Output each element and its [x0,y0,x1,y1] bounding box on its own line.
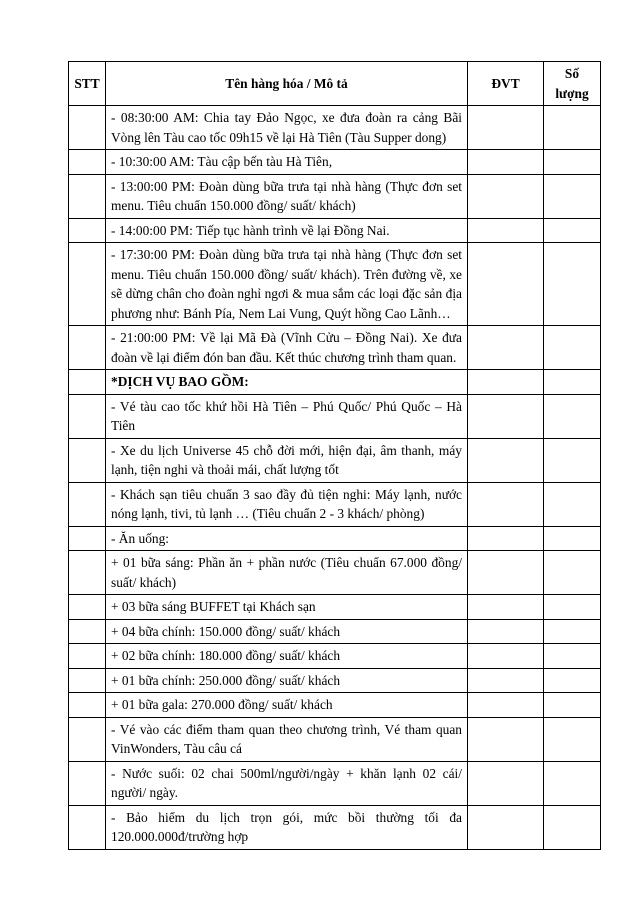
quantity-cell [544,394,601,438]
stt-cell [69,693,106,718]
description-cell: - Bảo hiểm du lịch trọn gói, mức bồi thường tối đa 120.000.000đ/trường hợp [106,805,468,849]
description-cell: - Vé tàu cao tốc khứ hồi Hà Tiên – Phú Quốc/ Phú Quốc – Hà Tiên [106,394,468,438]
quantity-cell [544,668,601,693]
unit-cell [468,482,544,526]
description-cell: - 08:30:00 AM: Chia tay Đảo Ngọc, xe đưa đoàn ra cảng Bãi Vòng lên Tàu cao tốc 09h15 về lại Hà Tiên (Tàu Supper dong) [106,106,468,150]
stt-cell [69,106,106,150]
description-cell: - 10:30:00 AM: Tàu cập bến tàu Hà Tiên, [106,150,468,175]
unit-cell [468,619,544,644]
header-quantity: Số lượng [544,62,601,106]
table-row [69,326,601,370]
description-cell: + 04 bữa chính: 150.000 đồng/ suất/ khách [106,619,468,644]
quantity-cell [544,761,601,805]
unit-cell [468,693,544,718]
stt-cell [69,551,106,595]
description-cell: - Ăn uống: [106,526,468,551]
description-cell: + 01 bữa gala: 270.000 đồng/ suất/ khách [106,693,468,718]
quantity-cell [544,150,601,175]
unit-cell [468,644,544,669]
table-header-row [69,62,601,106]
quantity-cell [544,482,601,526]
stt-cell [69,668,106,693]
goods-table [68,61,601,850]
unit-cell [468,805,544,849]
description-cell: - Xe du lịch Universe 45 chỗ đời mới, hiện đại, âm thanh, máy lạnh, tiện nghi và thoải mái, chất lượng tốt [106,438,468,482]
table-row [69,805,601,849]
description-cell: + 01 bữa sáng: Phần ăn + phần nước (Tiêu chuẩn 67.000 đồng/ suất/ khách) [106,551,468,595]
stt-cell [69,150,106,175]
stt-cell [69,482,106,526]
quantity-cell [544,551,601,595]
unit-cell [468,394,544,438]
quantity-cell [544,174,601,218]
description-cell: - 13:00:00 PM: Đoàn dùng bữa trưa tại nhà hàng (Thực đơn set menu. Tiêu chuẩn 150.000 đồng/ suất/ khách) [106,174,468,218]
table-row [69,551,601,595]
quantity-cell [544,526,601,551]
description-cell: - 14:00:00 PM: Tiếp tục hành trình về lại Đồng Nai. [106,218,468,243]
description-cell: - 21:00:00 PM: Về lại Mã Đà (Vĩnh Cửu – Đồng Nai). Xe đưa đoàn về lại điểm đón ban đầu. Kết thúc chương trình tham quan. [106,326,468,370]
unit-cell [468,717,544,761]
table-row [69,218,601,243]
stt-cell [69,761,106,805]
quantity-cell [544,693,601,718]
table-row [69,106,601,150]
stt-cell [69,370,106,395]
unit-cell [468,370,544,395]
description-cell: - Khách sạn tiêu chuẩn 3 sao đầy đủ tiện nghi: Máy lạnh, nước nóng lạnh, tivi, tủ lạnh … (Tiêu chuẩn 2 - 3 khách/ phòng) [106,482,468,526]
stt-cell [69,394,106,438]
description-cell: + 02 bữa chính: 180.000 đồng/ suất/ khách [106,644,468,669]
table-row [69,370,601,395]
table-row [69,693,601,718]
unit-cell [468,150,544,175]
quantity-cell [544,805,601,849]
quantity-cell [544,438,601,482]
stt-cell [69,218,106,243]
unit-cell [468,218,544,243]
description-cell: *DỊCH VỤ BAO GỒM: [106,370,468,395]
quantity-cell [544,644,601,669]
stt-cell [69,595,106,620]
header-stt: STT [69,62,106,106]
stt-cell [69,526,106,551]
table-row [69,761,601,805]
table-row [69,595,601,620]
stt-cell [69,438,106,482]
unit-cell [468,438,544,482]
stt-cell [69,644,106,669]
table-row [69,150,601,175]
description-cell: - Nước suối: 02 chai 500ml/người/ngày + khăn lạnh 02 cái/ người/ ngày. [106,761,468,805]
quantity-cell [544,218,601,243]
unit-cell [468,668,544,693]
stt-cell [69,326,106,370]
quantity-cell [544,619,601,644]
table-row [69,619,601,644]
unit-cell [468,595,544,620]
unit-cell [468,243,544,326]
table-row [69,526,601,551]
unit-cell [468,326,544,370]
table-row [69,438,601,482]
table-row [69,482,601,526]
table-row [69,717,601,761]
quantity-cell [544,106,601,150]
table-row [69,174,601,218]
stt-cell [69,717,106,761]
quantity-cell [544,595,601,620]
quantity-cell [544,326,601,370]
table-row [69,243,601,326]
description-cell: + 01 bữa chính: 250.000 đồng/ suất/ khách [106,668,468,693]
unit-cell [468,551,544,595]
stt-cell [69,619,106,644]
header-unit: ĐVT [468,62,544,106]
unit-cell [468,526,544,551]
unit-cell [468,761,544,805]
description-cell: + 03 bữa sáng BUFFET tại Khách sạn [106,595,468,620]
table-row [69,394,601,438]
stt-cell [69,243,106,326]
quantity-cell [544,243,601,326]
stt-cell [69,805,106,849]
unit-cell [468,106,544,150]
description-cell: - 17:30:00 PM: Đoàn dùng bữa trưa tại nhà hàng (Thực đơn set menu. Tiêu chuẩn 150.000 đồng/ suất/ khách). Trên đường về, xe sẽ dừng chân cho đoàn nghỉ ngơi & mua sắm các loại đặc sản địa phương như: Bánh Pía, Nem Lai Vung, Quýt hồng Cao Lãnh… [106,243,468,326]
table-row [69,644,601,669]
unit-cell [468,174,544,218]
quantity-cell [544,370,601,395]
table-row [69,668,601,693]
stt-cell [69,174,106,218]
description-cell: - Vé vào các điểm tham quan theo chương trình, Vé tham quan VinWonders, Tàu câu cá [106,717,468,761]
quantity-cell [544,717,601,761]
header-description: Tên hàng hóa / Mô tả [106,62,468,106]
